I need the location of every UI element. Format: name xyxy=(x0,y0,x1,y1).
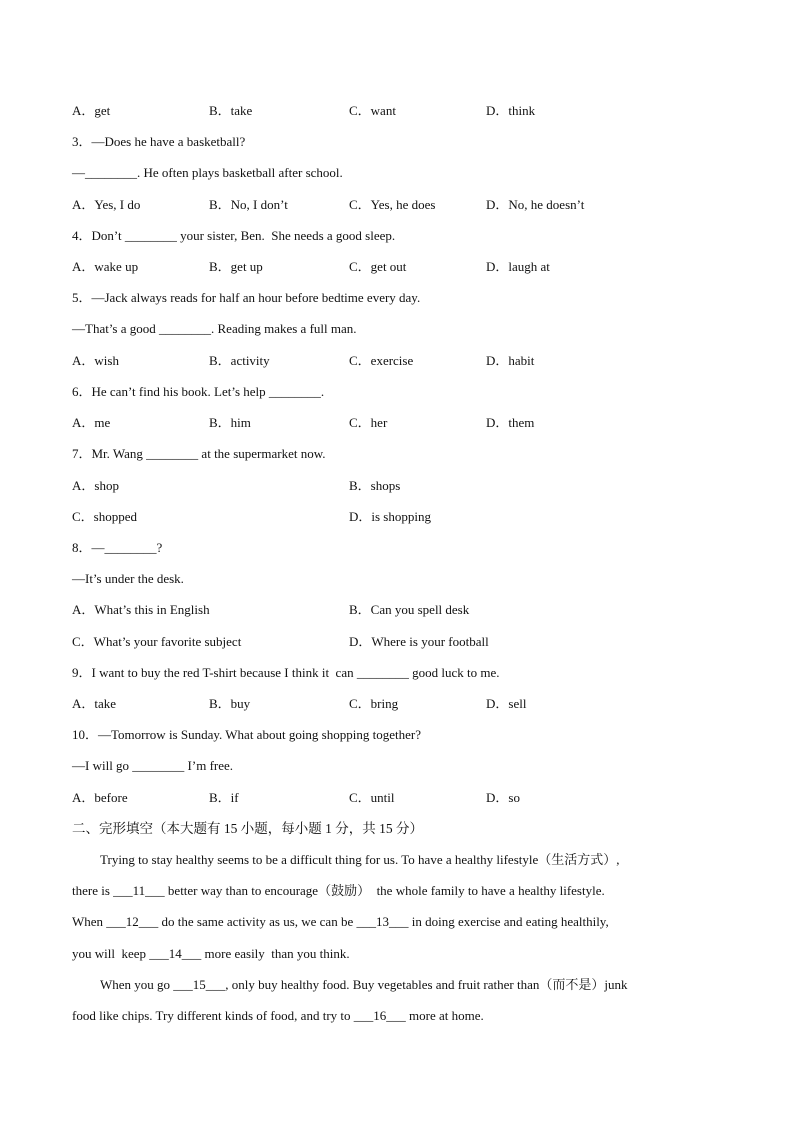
q6-option-c[interactable]: C．her xyxy=(349,415,388,430)
passage-line: When you go ___15___, only buy healthy food. Buy vegetables and fruit rather than（而不是）junk xyxy=(100,977,628,992)
q4-stem: 4．Don’t ________ your sister, Ben. She needs a good sleep. xyxy=(72,228,396,243)
q3-reply: —________. He often plays basketball after school. xyxy=(72,165,343,180)
q9-option-c[interactable]: C．bring xyxy=(349,696,399,711)
q3-options xyxy=(72,197,732,213)
q8-option-a[interactable]: A．What’s this in English xyxy=(72,602,210,617)
q4-options xyxy=(72,259,732,275)
q5-options xyxy=(72,353,732,369)
q2-option-d[interactable]: D．think xyxy=(486,103,536,118)
passage-line: Trying to stay healthy seems to be a difficult thing for us. To have a healthy lifestyle（生活方式）, xyxy=(100,852,620,867)
q8-option-b[interactable]: B．Can you spell desk xyxy=(349,602,470,617)
section-heading-cloze: 二、完形填空（本大题有 15 小题，每小题 1 分，共 15 分） xyxy=(72,821,423,836)
q10-option-c[interactable]: C．until xyxy=(349,790,395,805)
q6-options xyxy=(72,415,732,431)
q7-option-c[interactable]: C．shopped xyxy=(72,509,138,524)
q5-option-a[interactable]: A．wish xyxy=(72,353,119,368)
q7-options-row2 xyxy=(72,509,732,525)
q5-option-d[interactable]: D．habit xyxy=(486,353,535,368)
passage-line: food like chips. Try different kinds of food, and try to ___16___ more at home. xyxy=(72,1008,484,1023)
q7-option-d[interactable]: D．is shopping xyxy=(349,509,431,524)
q3-stem: 3．—Does he have a basketball? xyxy=(72,134,246,149)
passage-line: there is ___11___ better way than to encourage（鼓励） the whole family to have a healthy lifestyle. xyxy=(72,883,605,898)
q8-option-d[interactable]: D．Where is your football xyxy=(349,634,489,649)
q5-option-b[interactable]: B．activity xyxy=(209,353,270,368)
q8-stem: 8．—________? xyxy=(72,540,163,555)
q5-stem: 5．—Jack always reads for half an hour before bedtime every day. xyxy=(72,290,421,305)
q9-stem: 9．I want to buy the red T-shirt because I think it can ________ good luck to me. xyxy=(72,665,500,680)
q6-option-b[interactable]: B．him xyxy=(209,415,251,430)
q4-option-c[interactable]: C．get out xyxy=(349,259,407,274)
q8-options-row2 xyxy=(72,634,732,650)
q3-option-a[interactable]: A．Yes, I do xyxy=(72,197,141,212)
q3-option-c[interactable]: C．Yes, he does xyxy=(349,197,436,212)
q7-stem: 7．Mr. Wang ________ at the supermarket now. xyxy=(72,446,326,461)
q2-options xyxy=(72,103,732,119)
q8-options-row1 xyxy=(72,602,732,618)
passage-line: you will keep ___14___ more easily than you think. xyxy=(72,946,350,961)
q4-option-b[interactable]: B．get up xyxy=(209,259,263,274)
q10-option-b[interactable]: B．if xyxy=(209,790,239,805)
q8-reply: —It’s under the desk. xyxy=(72,571,184,586)
q7-option-a[interactable]: A．shop xyxy=(72,478,119,493)
q4-option-d[interactable]: D．laugh at xyxy=(486,259,550,274)
q9-options xyxy=(72,696,732,712)
q2-option-b[interactable]: B．take xyxy=(209,103,253,118)
q3-option-b[interactable]: B．No, I don’t xyxy=(209,197,288,212)
q7-options-row1 xyxy=(72,478,732,494)
q3-option-d[interactable]: D．No, he doesn’t xyxy=(486,197,585,212)
passage-line: When ___12___ do the same activity as us, we can be ___13___ in doing exercise and eating healthily, xyxy=(72,914,609,929)
q6-option-a[interactable]: A．me xyxy=(72,415,111,430)
q10-option-d[interactable]: D．so xyxy=(486,790,520,805)
q9-option-a[interactable]: A．take xyxy=(72,696,117,711)
q7-option-b[interactable]: B．shops xyxy=(349,478,401,493)
q10-options xyxy=(72,790,732,806)
q4-option-a[interactable]: A．wake up xyxy=(72,259,139,274)
q2-option-a[interactable]: A．get xyxy=(72,103,111,118)
q2-option-c[interactable]: C．want xyxy=(349,103,396,118)
q10-stem: 10．—Tomorrow is Sunday. What about going shopping together? xyxy=(72,727,421,742)
q8-option-c[interactable]: C．What’s your favorite subject xyxy=(72,634,242,649)
q6-stem: 6．He can’t find his book. Let’s help ________. xyxy=(72,384,325,399)
q9-option-d[interactable]: D．sell xyxy=(486,696,527,711)
q10-option-a[interactable]: A．before xyxy=(72,790,128,805)
q10-reply: —I will go ________ I’m free. xyxy=(72,758,234,773)
q6-option-d[interactable]: D．them xyxy=(486,415,535,430)
q9-option-b[interactable]: B．buy xyxy=(209,696,251,711)
q5-option-c[interactable]: C．exercise xyxy=(349,353,414,368)
q5-reply: —That’s a good ________. Reading makes a full man. xyxy=(72,321,357,336)
